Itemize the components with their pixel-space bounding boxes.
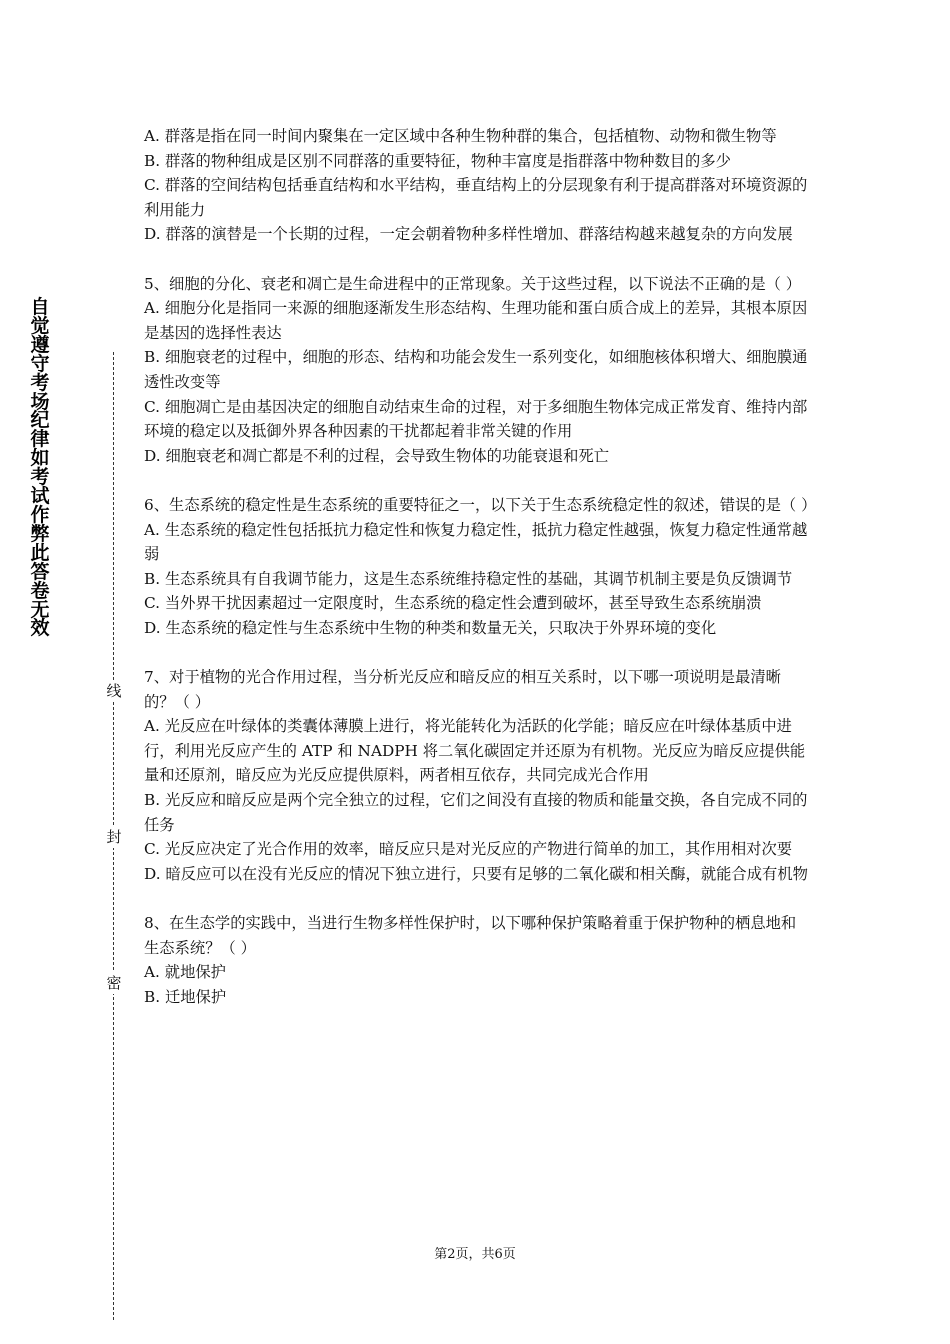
option-a: A. 细胞分化是指同一来源的细胞逐渐发生形态结构、生理功能和蛋白质合成上的差异，其根本原因是基因的选择性表达: [144, 299, 808, 342]
question-6: [144, 493, 817, 641]
exam-discipline-warning: 自觉遵守考场纪律如考试作弊此答卷无效: [30, 296, 50, 640]
question-7: [144, 665, 810, 886]
option-c: C. 光反应决定了光合作用的效率，暗反应只是对光反应的产物进行简单的加工，其作用相对次要: [144, 840, 793, 859]
option-a: A. 就地保护: [144, 963, 226, 982]
option-b: B. 迁地保护: [144, 987, 227, 1006]
question-4-continued: [144, 124, 810, 247]
option-a: A. 光反应在叶绿体的类囊体薄膜上进行，将光能转化为活跃的化学能；暗反应在叶绿体基质中进行，利用光反应产生的 ATP 和 NADPH 将二氧化碳固定并还原为有机物。光反应为暗反应提供能量和还原剂，暗反应为光反应提供原料，两者相互依存，共同完成光合作用: [144, 717, 806, 785]
option-d: D. 暗反应可以在没有光反应的情况下独立进行，只要有足够的二氧化碳和相关酶，就能合成有机物: [144, 864, 808, 883]
option-d: D. 细胞衰老和凋亡都是不利的过程，会导致生物体的功能衰退和死亡: [144, 446, 610, 465]
option-c: C. 群落的空间结构包括垂直结构和水平结构，垂直结构上的分层现象有利于提高群落对环境资源的利用能力: [144, 176, 808, 219]
option-a: A. 群落是指在同一时间内聚集在一定区域中各种生物种群的集合，包括植物、动物和微生物等: [144, 127, 777, 145]
question-stem: 7、对于植物的光合作用过程，当分析光反应和暗反应的相互关系时，以下哪一项说明是最清晰的？（ ）: [144, 668, 781, 711]
option-b: B. 生态系统具有自我调节能力，这是生态系统维持稳定性的基础，其调节机制主要是负反馈调节: [144, 569, 793, 588]
option-c: C. 细胞凋亡是由基因决定的细胞自动结束生命的过程，对于多细胞生物体完成正常发育、维持内部环境的稳定以及抵御外界各种因素的干扰都起着非常关键的作用: [144, 397, 808, 441]
question-5: [144, 272, 810, 469]
seal-char-xian: 线: [104, 680, 124, 702]
option-a: A. 生态系统的稳定性包括抵抗力稳定性和恢复力稳定性，抵抗力稳定性越强，恢复力稳定性通常越弱: [144, 520, 808, 564]
question-stem: 6、生态系统的稳定性是生态系统的重要特征之一，以下关于生态系统稳定性的叙述，错误的是（ ）: [144, 495, 817, 514]
question-stem: 5、细胞的分化、衰老和凋亡是生命进程中的正常现象。关于这些过程，以下说法不正确的是（ ）: [144, 274, 802, 293]
page-footer: 第2页，共6页: [434, 1247, 516, 1262]
option-b: B. 群落的物种组成是区别不同群落的重要特征，物种丰富度是指群落中物种数目的多少: [144, 151, 731, 170]
option-b: B. 光反应和暗反应是两个完全独立的过程，它们之间没有直接的物质和能量交换，各自完成不同的任务: [144, 791, 808, 834]
question-8: [144, 911, 810, 1009]
option-b: B. 细胞衰老的过程中，细胞的形态、结构和功能会发生一系列变化，如细胞核体积增大、细胞膜通透性改变等: [144, 348, 808, 391]
seal-char-mi: 密: [104, 972, 124, 994]
page-content: [144, 124, 817, 1009]
option-d: D. 生态系统的稳定性与生态系统中生物的种类和数量无关，只取决于外界环境的变化: [144, 618, 717, 637]
question-stem: 8、在生态学的实践中，当进行生物多样性保护时，以下哪种保护策略着重于保护物种的栖息地和生态系统？（ ）: [144, 914, 797, 957]
binding-margin: [0, 0, 140, 1344]
option-c: C. 当外界干扰因素超过一定限度时，生态系统的稳定性会遭到破坏，甚至导致生态系统崩溃: [144, 594, 762, 613]
option-d: D. 群落的演替是一个长期的过程，一定会朝着物种多样性增加、群落结构越来越复杂的方向发展: [144, 225, 793, 244]
seal-char-feng: 封: [104, 826, 124, 848]
